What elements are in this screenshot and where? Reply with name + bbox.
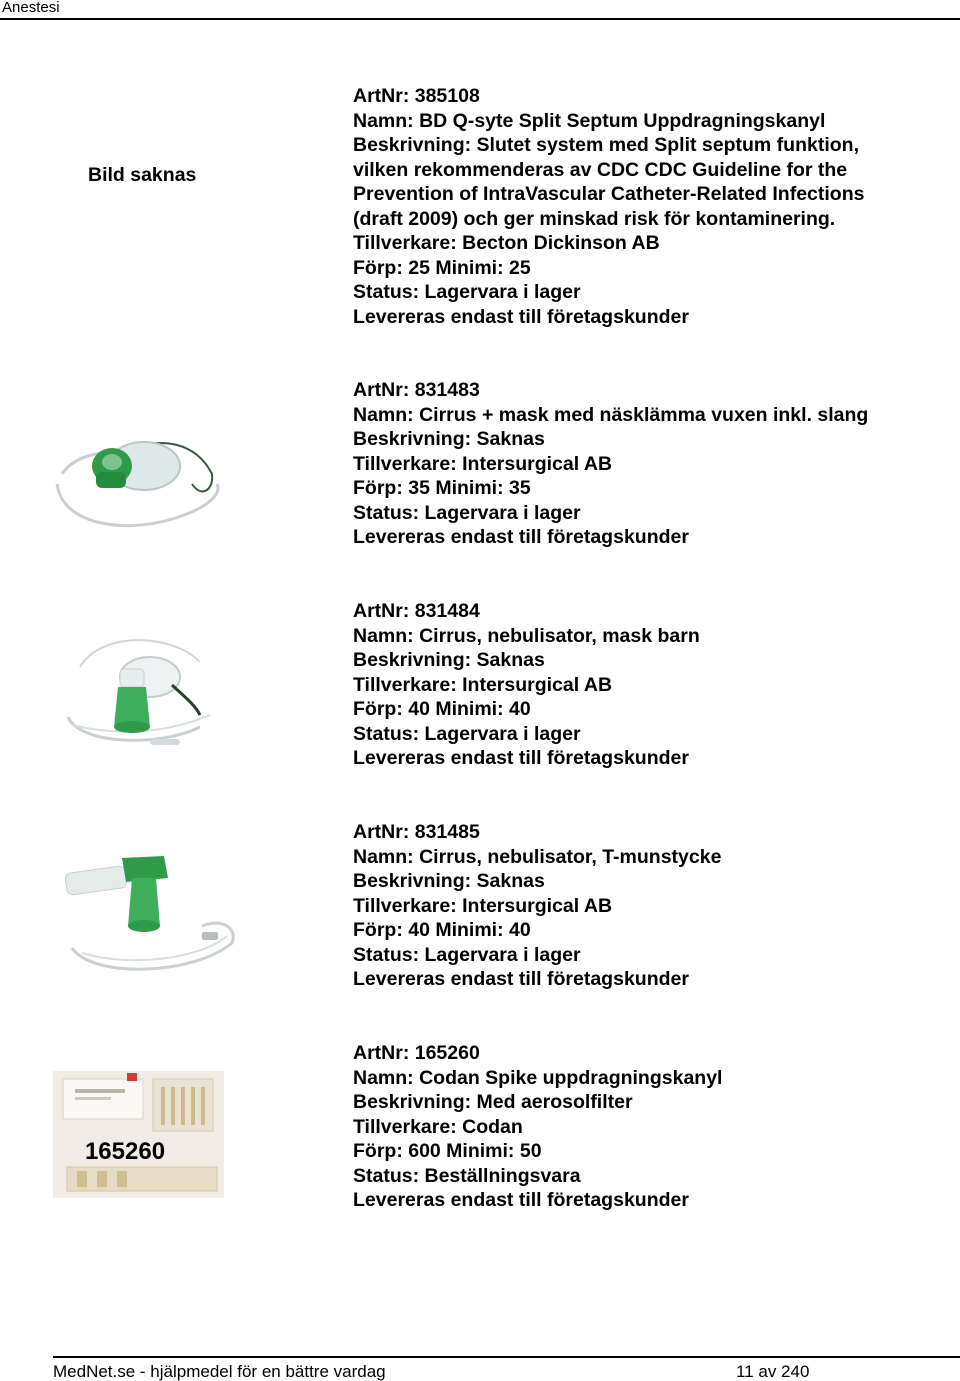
article-number: ArtNr: 831484 — [353, 600, 480, 622]
product-description: Beskrivning: Saknas — [353, 428, 545, 450]
product-description: Beskrivning: Saknas — [353, 649, 545, 671]
package-info: Förp: 40 Minimi: 40 — [353, 919, 531, 941]
footer-tagline: MedNet.se - hjälpmedel för en bättre vardag — [53, 1362, 386, 1381]
product-description-cont: Prevention of IntraVascular Catheter-Related Infections — [353, 183, 865, 205]
nebulizer-mask-icon — [60, 627, 215, 752]
package-info: Förp: 40 Minimi: 40 — [353, 698, 531, 720]
oxygen-mask-icon — [52, 414, 230, 536]
product-description-cont: (draft 2009) och ger minskad risk för kontaminering. — [353, 207, 836, 230]
product-name: Namn: Cirrus + mask med näsklämma vuxen inkl. slang — [353, 403, 869, 426]
spike-package-photo — [53, 1071, 224, 1198]
product-description: Beskrivning: Slutet system med Split septum funktion, — [353, 134, 860, 156]
nebulizer-mask-photo — [60, 627, 215, 752]
delivery-note: Levereras endast till företagskunder — [353, 747, 689, 769]
stock-status: Status: Lagervara i lager — [353, 281, 581, 303]
package-info: Förp: 35 Minimi: 35 — [353, 477, 531, 499]
article-number: ArtNr: 165260 — [353, 1042, 480, 1064]
manufacturer: Tillverkare: Intersurgical AB — [353, 452, 613, 475]
package-info: Förp: 600 Minimi: 50 — [353, 1140, 542, 1162]
product-name: Namn: Cirrus, nebulisator, T-munstycke — [353, 845, 722, 868]
package-label: 165260 — [84, 1138, 166, 1165]
product-name: Namn: BD Q-syte Split Septum Uppdragningskanyl — [353, 109, 826, 132]
package-info: Förp: 25 Minimi: 25 — [353, 256, 531, 279]
stock-status: Status: Lagervara i lager — [353, 943, 581, 966]
oxygen-mask-photo — [52, 414, 230, 536]
spike-package-icon — [53, 1071, 224, 1198]
delivery-note: Levereras endast till företagskunder — [353, 1189, 689, 1211]
article-number: ArtNr: 385108 — [353, 85, 480, 107]
product-description-cont: vilken rekommenderas av CDC CDC Guideline for the — [353, 158, 848, 181]
product-text — [353, 820, 953, 992]
article-number: ArtNr: 831485 — [353, 821, 480, 843]
delivery-note: Levereras endast till företagskunder — [353, 526, 689, 548]
section-title: Anestesi — [2, 0, 60, 16]
manufacturer: Tillverkare: Becton Dickinson AB — [353, 232, 660, 254]
delivery-note: Levereras endast till företagskunder — [353, 968, 689, 990]
product-description: Beskrivning: Med aerosolfilter — [353, 1091, 633, 1113]
article-number: ArtNr: 831483 — [353, 379, 480, 401]
footer-rule — [53, 1356, 960, 1358]
product-text — [353, 378, 953, 550]
manufacturer: Tillverkare: Codan — [353, 1115, 523, 1138]
product-text — [353, 84, 953, 329]
product-text — [353, 599, 953, 771]
image-missing-label: Bild saknas — [88, 164, 197, 186]
manufacturer: Tillverkare: Intersurgical AB — [353, 894, 613, 917]
product-name: Namn: Cirrus, nebulisator, mask barn — [353, 624, 700, 647]
stock-status: Status: Lagervara i lager — [353, 722, 581, 745]
manufacturer: Tillverkare: Intersurgical AB — [353, 673, 613, 696]
page-number: 11 av 240 — [736, 1362, 810, 1381]
stock-status: Status: Lagervara i lager — [353, 501, 581, 524]
product-name: Namn: Codan Spike uppdragningskanyl — [353, 1066, 723, 1089]
product-text — [353, 1041, 953, 1213]
page-header — [0, 0, 960, 20]
product-description: Beskrivning: Saknas — [353, 870, 545, 892]
stock-status: Status: Beställningsvara — [353, 1164, 581, 1187]
nebulizer-tpiece-icon — [52, 848, 238, 978]
nebulizer-tpiece-photo — [52, 848, 238, 978]
delivery-note: Levereras endast till företagskunder — [353, 305, 689, 328]
header-rule — [0, 18, 960, 20]
